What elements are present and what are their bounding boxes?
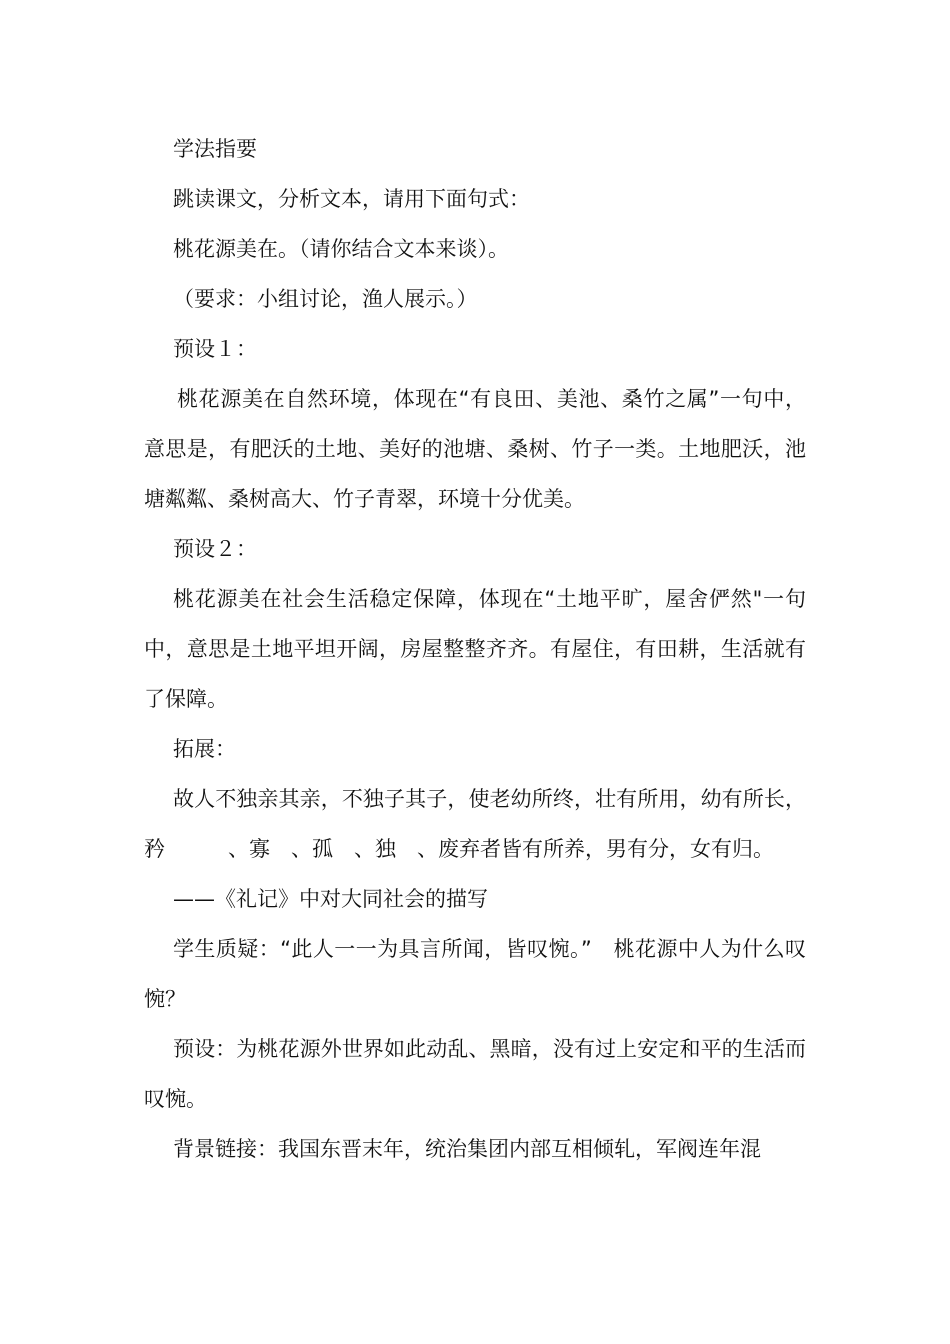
quote-source: ——《礼记》中对大同社会的描写 xyxy=(173,887,488,911)
preset-answer: 预设：为桃花源外世界如此动乱、黑暗，没有过上安定和平的生活而叹惋。 xyxy=(144,1037,806,1111)
preset-1-text: 桃花源美在自然环境，体现在“有良田、美池、桑竹之属”一句中，意思是，有肥沃的土地、美好的池塘、桑树、竹子一类。土地肥沃，池塘粼粼、桑树高大、竹子青翠，环境十分优美。 xyxy=(144,387,806,511)
section-heading-study-guide: 学法指要 xyxy=(173,137,257,161)
preset-1-label: 预设１： xyxy=(173,337,257,361)
instruction-text: 跳读课文，分析文本，请用下面句式： xyxy=(173,187,530,211)
preset-2-text: 桃花源美在社会生活稳定保障，体现在“土地平旷，屋舍俨然"一句中，意思是土地平坦开阔，房屋整整齐齐。有屋住，有田耕，生活就有了保障。 xyxy=(144,587,806,711)
student-question: 学生质疑：“此人一一为具言所闻，皆叹惋。” 桃花源中人为什么叹惋？ xyxy=(144,937,806,1011)
extension-label: 拓展： xyxy=(173,737,236,761)
document-body xyxy=(144,124,806,1174)
sentence-pattern: 桃花源美在。（请你结合文本来谈）。 xyxy=(173,237,509,261)
requirement-note: （要求：小组讨论，渔人展示。） xyxy=(173,287,478,311)
extension-quote: 故人不独亲其亲，不独子其子，使老幼所终，壮有所用，幼有所长，矜 、寡 、孤 、独 、废弃者皆有所养，男有分，女有归。 xyxy=(144,787,806,861)
background-link: 背景链接：我国东晋末年，统治集团内部互相倾轧，军阀连年混 xyxy=(173,1137,761,1161)
preset-2-label: 预设２： xyxy=(173,537,257,561)
